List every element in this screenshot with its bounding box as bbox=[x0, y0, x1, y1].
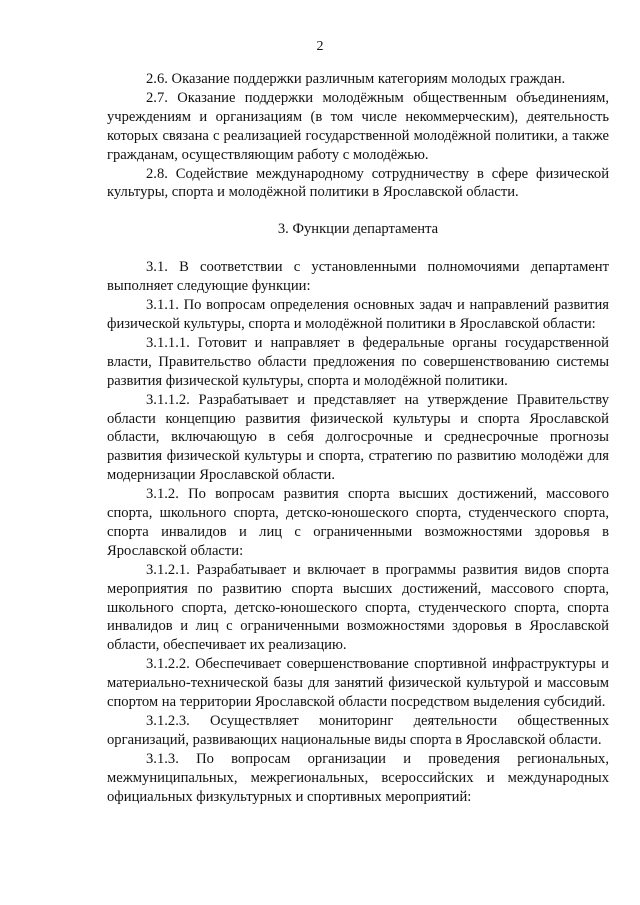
paragraph-3-1-1: 3.1.1. По вопросам определения основных задач и направлений развития физической культуры, спорта и молодёжной политики в Ярославской области: bbox=[107, 297, 609, 332]
paragraph-2-7: 2.7. Оказание поддержки молодёжным общественным объединениям, учреждениям и организациям (в том числе некоммерческим), деятельность которых связана с реализацией государственной молодёжной политики, а также гражданам, осуществляющим работу с молодёжью. bbox=[107, 89, 609, 163]
paragraph-3-1-1-2: 3.1.1.2. Разрабатывает и представляет на утверждение Правительству области концепцию развития физической культуры и спорта Ярославской области, включающую в себя долгосрочные и среднесрочные прогнозы развития физической культуры и спорта, стратегию по развитию молодёжи для модернизации Ярославской области. bbox=[107, 391, 609, 484]
paragraph-2-6: 2.6. Оказание поддержки различным категориям молодых граждан. bbox=[146, 71, 566, 87]
paragraph-2-8: 2.8. Содействие международному сотрудничеству в сфере физической культуры, спорта и молодёжной политики в Ярославской области. bbox=[107, 165, 609, 201]
document-body bbox=[107, 70, 609, 807]
paragraph-3-1-2: 3.1.2. По вопросам развития спорта высших достижений, массового спорта, школьного спорта, детско-юношеского спорта, студенческого спорта, спорта инвалидов и лиц с ограниченными возможностями здоровья в Ярославской области: bbox=[107, 486, 609, 559]
paragraph-3-1-2-1: 3.1.2.1. Разрабатывает и включает в программы развития видов спорта мероприятия по развитию спорта высших достижений, массового спорта, школьного спорта, детско-юношеского спорта, студенческого спорта, спорта инвалидов и лиц с ограниченными возможностями здоровья в Ярославской области, обеспечивает их реализацию. bbox=[107, 561, 609, 654]
paragraph-3-1: 3.1. В соответствии с установленными полномочиями департамент выполняет следующие функции: bbox=[107, 259, 609, 295]
paragraph-3-1-3: 3.1.3. По вопросам организации и проведения региональных, межмуниципальных, межрегиональных, всероссийских и международных официальных физкультурных и спортивных мероприятий: bbox=[107, 750, 609, 805]
page-number: 2 bbox=[316, 39, 324, 54]
paragraph-3-1-1-1: 3.1.1.1. Готовит и направляет в федеральные органы государственной власти, Правительство области предложения по совершенствованию системы развития физической культуры, спорта и молодёжной политики. bbox=[107, 334, 609, 389]
paragraph-3-1-2-3: 3.1.2.3. Осуществляет мониторинг деятельности общественных организаций, развивающих национальные виды спорта в Ярославской области. bbox=[107, 713, 609, 748]
section-heading: 3. Функции департамента bbox=[277, 221, 439, 238]
paragraph-3-1-2-2: 3.1.2.2. Обеспечивает совершенствование спортивной инфраструктуры и материально-технической базы для занятий физической культурой и массовым спортом на территории Ярославской области посредством выделения субсидий. bbox=[107, 656, 609, 711]
